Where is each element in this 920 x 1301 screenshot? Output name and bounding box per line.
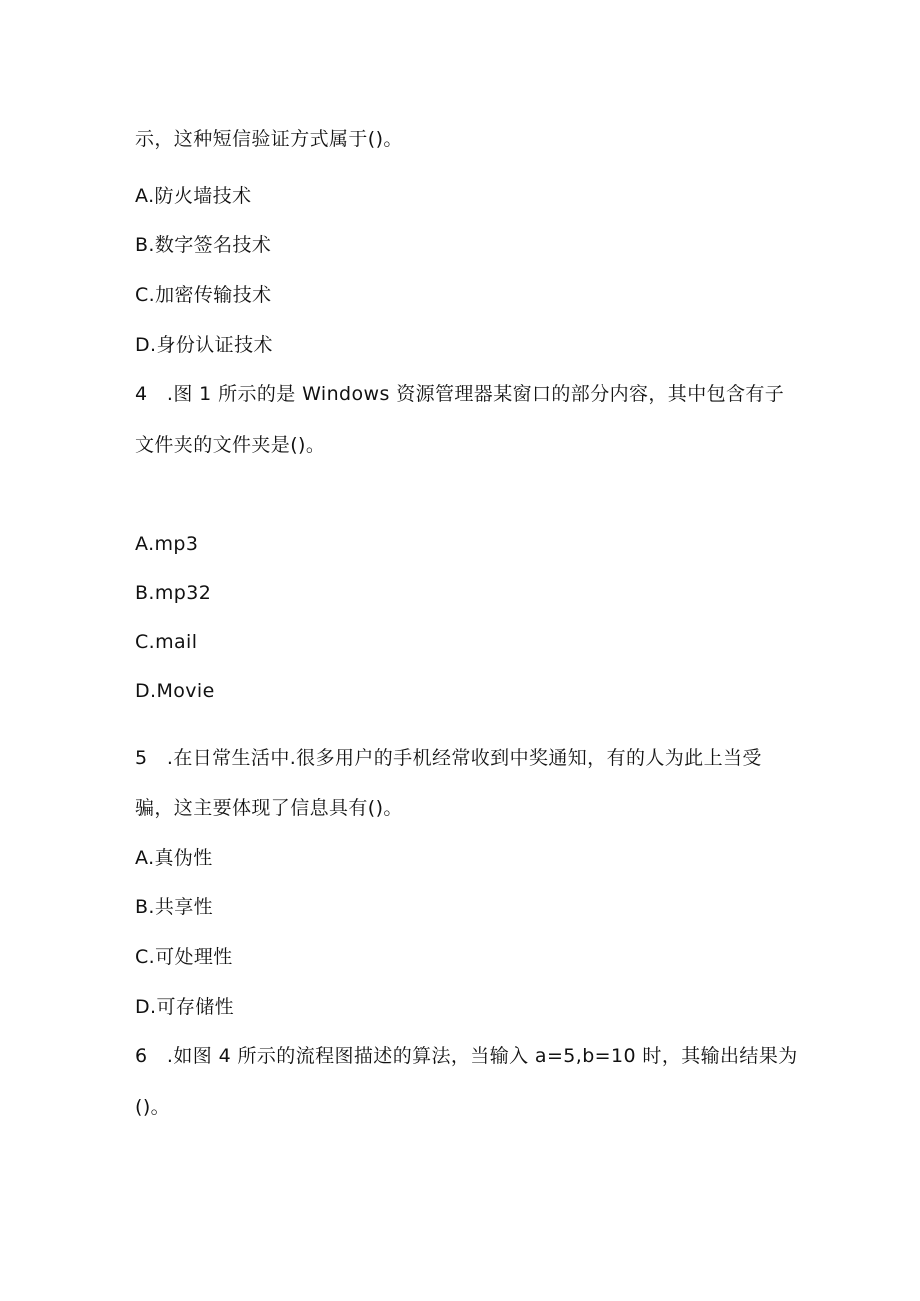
q3-option-d: D.身份认证技术 xyxy=(135,334,273,356)
q5-option-b: B.共享性 xyxy=(135,896,214,918)
q5-option-a: A.真伪性 xyxy=(135,847,213,869)
q5-option-d: D.可存储性 xyxy=(135,996,235,1018)
q4-stem-line2: 文件夹的文件夹是()。 xyxy=(135,434,326,456)
q3-option-b: B.数字签名技术 xyxy=(135,234,272,256)
q5-option-c: C.可处理性 xyxy=(135,946,233,968)
q6-stem-line1: 6 .如图 4 所示的流程图描述的算法，当输入 a=5,b=10 时，其输出结果为 xyxy=(135,1045,798,1067)
q6-stem-line2: ()。 xyxy=(135,1096,171,1118)
q4-stem-line1: 4 .图 1 所示的是 Windows 资源管理器某窗口的部分内容，其中包含有子 xyxy=(135,383,785,405)
q3-stem-continued: 示，这种短信验证方式属于()。 xyxy=(135,128,403,150)
q4-option-a: A.mp3 xyxy=(135,533,199,555)
q4-option-b: B.mp32 xyxy=(135,582,212,604)
q5-stem-line1: 5 .在日常生活中.很多用户的手机经常收到中奖通知，有的人为此上当受 xyxy=(135,747,762,769)
q5-stem-line2: 骗，这主要体现了信息具有()。 xyxy=(135,797,403,819)
q3-option-a: A.防火墙技术 xyxy=(135,185,252,207)
q3-option-c: C.加密传输技术 xyxy=(135,284,272,306)
q4-option-c: C.mail xyxy=(135,631,198,653)
q4-option-d: D.Movie xyxy=(135,680,215,702)
